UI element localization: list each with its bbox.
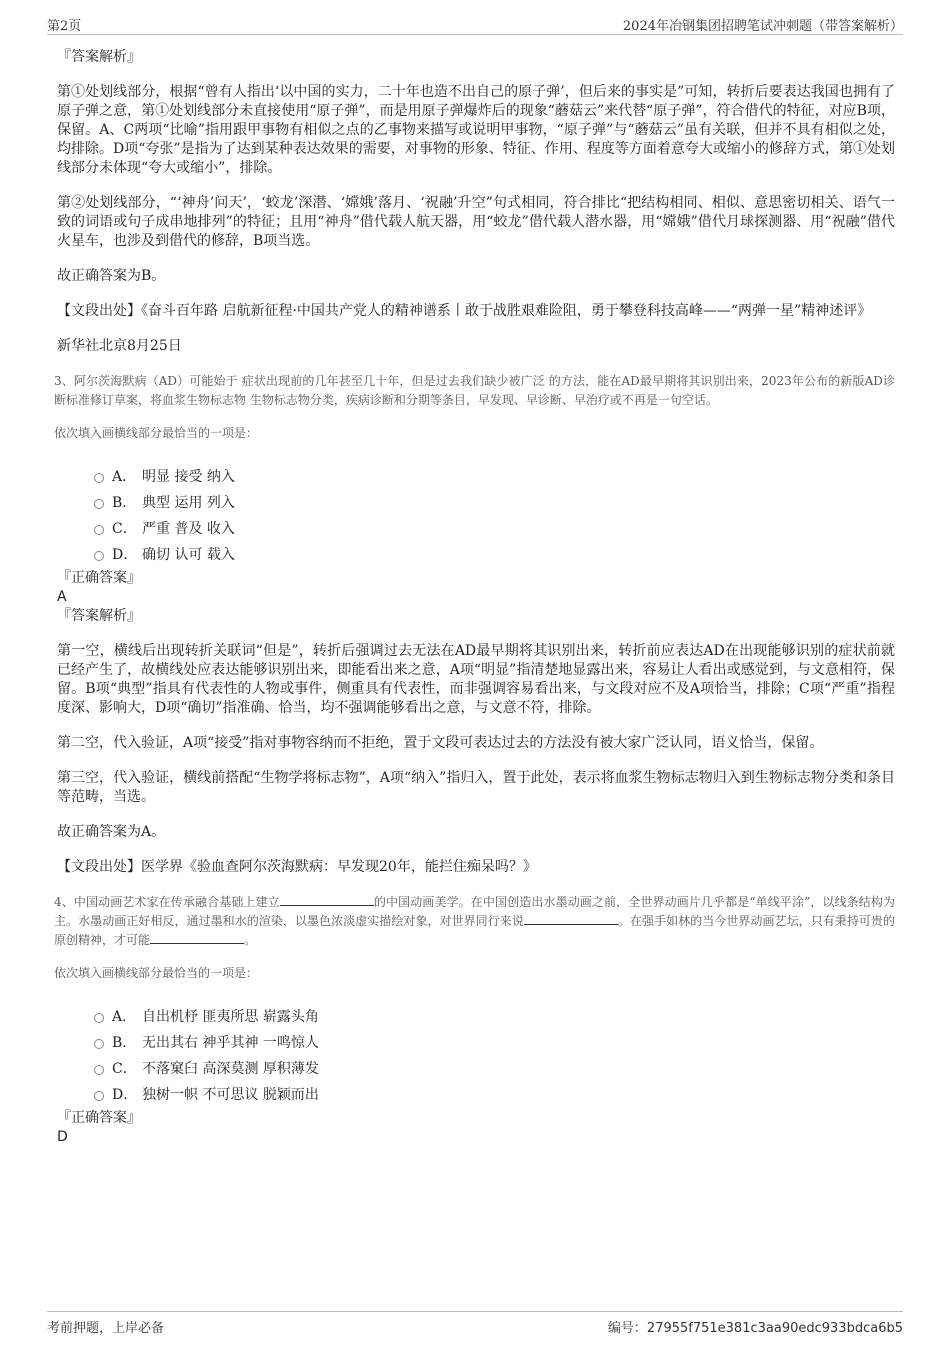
source-citation: 【文段出处】医学界《验血查阿尔茨海默病：早发现20年，能拦住痴呆吗？》 xyxy=(57,859,537,875)
option-d[interactable]: D． 确切 认可 载入 xyxy=(94,541,895,567)
correct-answer: D xyxy=(57,1129,68,1145)
analysis-paragraph: 第①处划线部分，根据“曾有人指出‘以中国的实力，二十年也造不出自己的原子弹’，但后来的事实是”可知，转折后要表达我国也拥有了原子弹之意，第①处划线部分未直接使用“原子弹”，而是用原子弹爆炸后的现象“蘑菇云”来代替“原子弹”，符合借代的特征，对应B项，保留。A、C两项“比喻”指用跟甲事物有相似之点的乙事物来描写或说明甲事物，“原子弹”与“蘑菇云”虽有关联，但并不具有相似之处，均排除。D项“夸张”是指为了达到某种表达效果的需要，对事物的形象、特征、作用、程度等方面着意夸大或缩小的修辞方式，第①处划线部分未体现“夸大或缩小”，排除。 xyxy=(57,84,895,176)
answer-blank xyxy=(150,931,244,944)
analysis-paragraph: 第二空，代入验证，A项“接受”指对事物容纳而不拒绝，置于文段可表达过去的方法没有被大家广泛认同，语义恰当，保留。 xyxy=(57,735,824,751)
radio-icon[interactable] xyxy=(94,551,104,561)
analysis-paragraph: 第一空，横线后出现转折关联词“但是”，转折后强调过去无法在AD最早期将其识别出来，转折前应表达AD在出现能够识别的症状前就已经产生了，故横线处应表达能够识别出来，即能看出来之意，A项“明显”指清楚地显露出来，容易让人看出或感觉到，与文意相符，保留。B项“典型”指具有代表性的人物或事件，侧重具有代表性，而非强调容易看出来，与文段对应不及A项恰当，排除；C项“严重”指程度深、影响大，D项“确切”指准确、恰当，均不强调能够看出之意，与文意不符，排除。 xyxy=(57,643,895,716)
correct-answer-heading: 『正确答案』 xyxy=(57,1110,141,1126)
option-a[interactable]: A． 自出机杼 匪夷所思 崭露头角 xyxy=(94,1003,895,1029)
radio-icon[interactable] xyxy=(94,1013,104,1023)
page-number: 第2页 xyxy=(47,19,82,34)
option-list xyxy=(94,463,895,567)
option-b[interactable]: B． 典型 运用 列入 xyxy=(94,489,895,515)
question-stem: 4、中国动画艺术家在传承融合基础上建立 的中国动画美学。在中国创造出水墨动画之前，全世界动画片几乎都是“单线平涂”，以线条结构为主。水墨动画正好相反，通过墨和水的渲染，以墨色浓淡虚实描绘对象，对世界同行来说 。在强手如林的当今世界动画艺坛，只有秉持可贵的原创精神，才可能 。 xyxy=(54,895,895,947)
option-a[interactable]: A． 明显 接受 纳入 xyxy=(94,463,895,489)
correct-answer: A xyxy=(57,589,67,605)
radio-icon[interactable] xyxy=(94,1065,104,1075)
option-c[interactable]: C． 严重 普及 收入 xyxy=(94,515,895,541)
conclusion: 故正确答案为A。 xyxy=(57,824,166,840)
option-b[interactable]: B． 无出其右 神乎其神 一鸣惊人 xyxy=(94,1029,895,1055)
radio-icon[interactable] xyxy=(94,1091,104,1101)
radio-icon[interactable] xyxy=(94,499,104,509)
source-citation: 【文段出处】《奋斗百年路 启航新征程·中国共产党人的精神谱系丨敢于战胜艰难险阻，勇于攀登科技高峰——“两弹一星”精神述评》 xyxy=(57,303,872,319)
document-code: 编号：27955f751e381c3aa90edc933bdca6b5 xyxy=(607,1321,903,1336)
page-header xyxy=(47,12,903,35)
analysis-heading: 『答案解析』 xyxy=(57,608,141,624)
footer-slogan: 考前押题，上岸必备 xyxy=(47,1321,165,1336)
option-d[interactable]: D． 独树一帜 不可思议 脱颖而出 xyxy=(94,1081,895,1107)
analysis-heading: 『答案解析』 xyxy=(57,49,141,65)
analysis-paragraph: 第三空，代入验证，横线前搭配“生物学将标志物”，A项“纳入”指归入，置于此处，表示将血浆生物标志物归入到生物标志物分类和条目等范畴，当选。 xyxy=(57,770,895,805)
correct-answer-heading: 『正确答案』 xyxy=(57,570,141,586)
page-footer xyxy=(47,1311,903,1336)
radio-icon[interactable] xyxy=(94,473,104,483)
option-c[interactable]: C． 不落窠臼 高深莫测 厚积薄发 xyxy=(94,1055,895,1081)
radio-icon[interactable] xyxy=(94,1039,104,1049)
page-content xyxy=(54,48,895,1147)
source-date: 新华社北京8月25日 xyxy=(57,338,182,354)
document-title: 2024年冶钢集团招聘笔试冲刺题（带答案解析） xyxy=(622,19,903,34)
question-prompt: 依次填入画横线部分最恰当的一项是： xyxy=(54,426,259,440)
answer-blank xyxy=(280,893,374,906)
conclusion: 故正确答案为B。 xyxy=(57,268,166,284)
question-stem: 3、阿尔茨海默病（AD）可能始于 症状出现前的几年甚至几十年，但是过去我们缺少被广泛 的方法，能在AD最早期将其识别出来，2023年公布的新版AD诊断标准修订草案，将血浆生物标志物 生物标志物分类，疾病诊断和分期等条目，早发现、早诊断、早治疗或不再是一句空话。 xyxy=(54,374,895,407)
radio-icon[interactable] xyxy=(94,525,104,535)
answer-blank xyxy=(524,912,618,925)
analysis-paragraph: 第②处划线部分，“‘神舟’问天’，‘蛟龙’深潜、‘嫦娥’落月、‘祝融’升空”句式相同，符合排比“把结构相同、相似、意思密切相关、语气一致的词语或句子成串地排列”的特征；且用“神舟”借代载人航天器，用“蛟龙”借代载人潜水器，用“嫦娥”借代月球探测器、用“祝融”借代火星车，也涉及到借代的修辞，B项当选。 xyxy=(57,195,895,249)
option-list xyxy=(94,1003,895,1107)
question-prompt: 依次填入画横线部分最恰当的一项是： xyxy=(54,966,259,980)
